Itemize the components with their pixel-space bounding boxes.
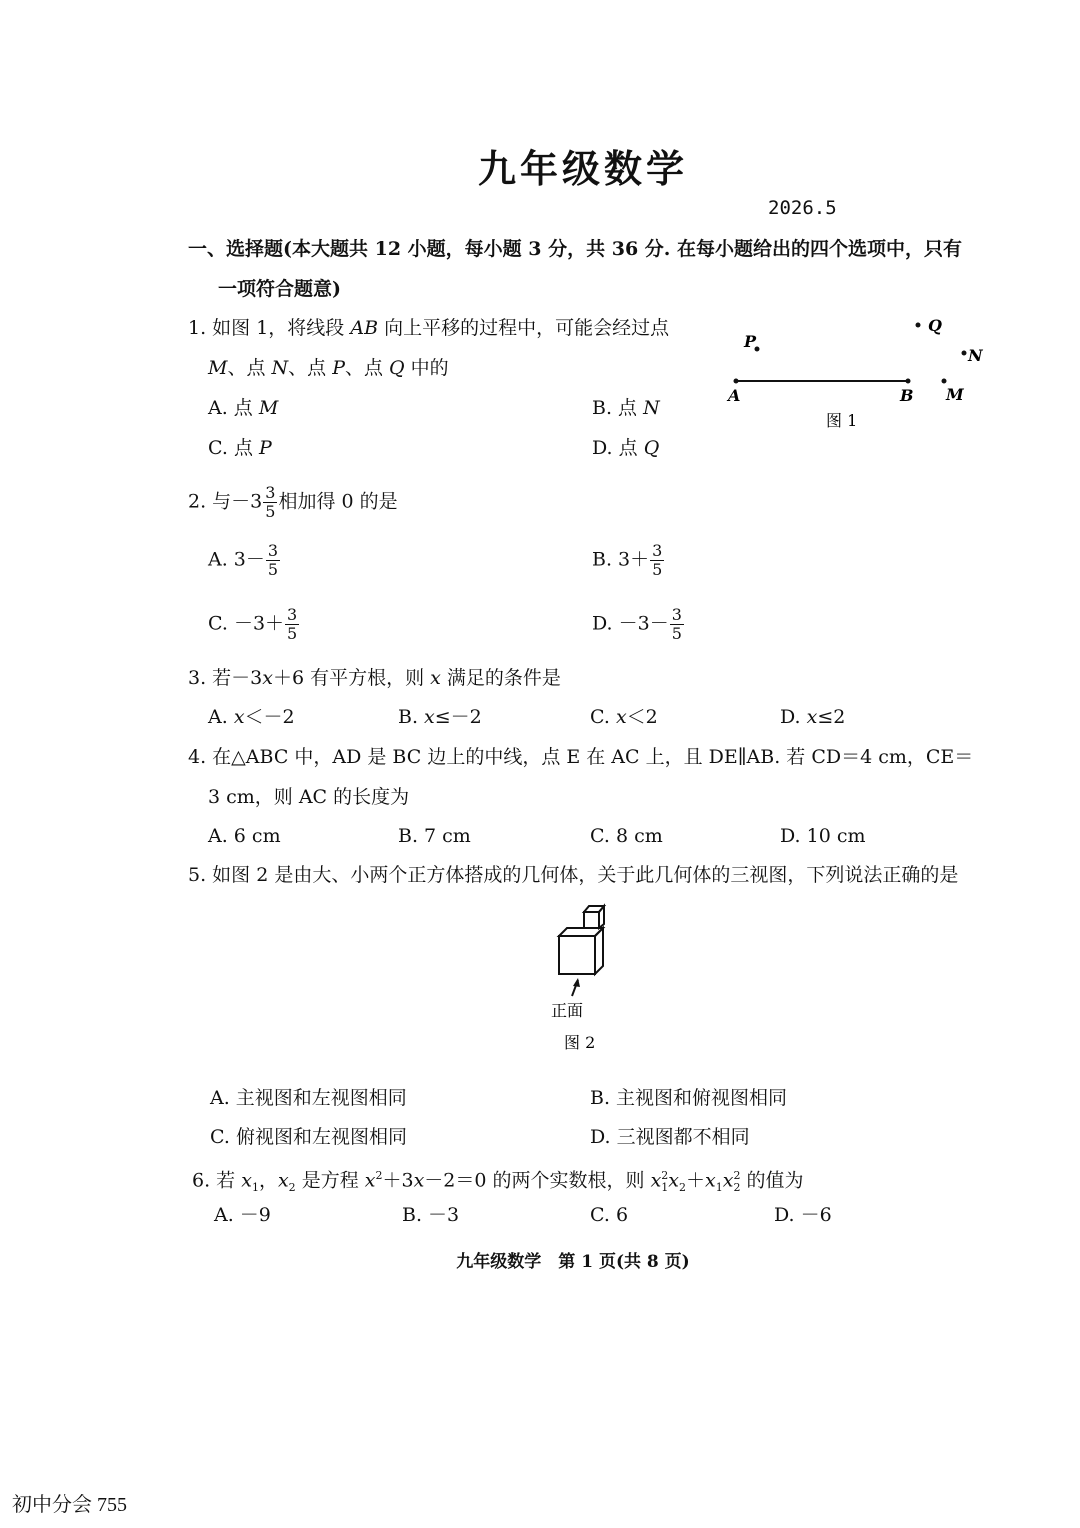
q3-option-d: D. x≤2 <box>780 706 846 728</box>
large-cube-side <box>595 928 603 974</box>
q4-option-b: B. 7 cm <box>398 825 471 847</box>
q4-option-c: C. 8 cm <box>590 825 663 847</box>
exam-date: 2026.5 <box>768 197 837 219</box>
q1-option-b: B. 点 N <box>592 397 660 419</box>
q5-option-b: B. 主视图和俯视图相同 <box>590 1087 788 1109</box>
arrow-head <box>573 978 580 987</box>
q1-option-c: C. 点 P <box>208 437 272 459</box>
section-heading: 一、选择题(本大题共 12 小题，每小题 3 分，共 36 分. 在每小题给出的四个选项中，只有 <box>188 238 963 260</box>
q4-option-d: D. 10 cm <box>780 825 866 847</box>
q3-option-a: A. x＜－2 <box>208 706 295 728</box>
q5-option-c: C. 俯视图和左视图相同 <box>210 1126 407 1148</box>
point-n <box>962 351 967 356</box>
q5-option-d: D. 三视图都不相同 <box>590 1126 750 1148</box>
small-cube-side <box>599 906 604 928</box>
small-cube-front <box>584 912 599 928</box>
q1-stem-line2: M、点 N、点 P、点 Q 中的 <box>208 357 449 379</box>
q6-option-a: A. －9 <box>214 1204 271 1226</box>
q4-stem-line1: 4. 在△ABC 中，AD 是 BC 边上的中线，点 E 在 AC 上，且 DE∥AB. 若 CD＝4 cm，CE＝ <box>188 746 974 768</box>
front-label: 正面 <box>551 1001 584 1020</box>
q4-stem-line2: 3 cm，则 AC 的长度为 <box>208 786 410 808</box>
page-title: 九年级数学 <box>477 146 688 191</box>
label-b: B <box>900 386 914 405</box>
q6-stem: 6. 若 $x_1$，$x_2$ 是方程 $x^2+3x-2=0$ 的两个实数根，则 $x^2_1x_2+x_1x^2_2$ 的值为 <box>192 1169 804 1195</box>
q1-option-a: A. 点 M <box>208 397 279 419</box>
q5-stem: 5. 如图 2 是由大、小两个正方体搭成的几何体，关于此几何体的三视图，下列说法正确的是 <box>188 864 959 886</box>
label-p: P <box>744 332 757 351</box>
q2-option-d: D. －3－ $\frac{3}{5}$ <box>592 605 682 643</box>
figure-2 <box>540 898 630 1058</box>
q3-option-c: C. x＜2 <box>590 706 658 728</box>
large-cube-front <box>559 936 595 974</box>
label-n: N <box>968 346 983 365</box>
q4-option-a: A. 6 cm <box>208 825 281 847</box>
figure-2-caption: 图 2 <box>564 1033 596 1052</box>
point-m <box>942 379 947 384</box>
q6-option-c: C. 6 <box>590 1204 629 1226</box>
label-a: A <box>728 386 741 405</box>
point-b <box>906 379 911 384</box>
q3-stem: 3. 若－3x＋6 有平方根，则 x 满足的条件是 <box>188 667 561 689</box>
point-a <box>734 379 739 384</box>
q1-stem-line1: 1. 如图 1，将线段 AB 向上平移的过程中，可能会经过点 <box>188 317 670 339</box>
q1-option-d: D. 点 Q <box>592 437 660 459</box>
q6-option-d: D. －6 <box>774 1204 832 1226</box>
corner-watermark: 初中分会 755 <box>12 1494 127 1516</box>
q2-option-c: C. －3＋ $\frac{3}{5}$ <box>208 605 298 643</box>
page-footer: 九年级数学 第 1 页(共 8 页) <box>456 1252 690 1272</box>
q5-option-a: A. 主视图和左视图相同 <box>210 1087 407 1109</box>
q3-option-b: B. x≤－2 <box>398 706 482 728</box>
figure-1-caption: 图 1 <box>826 411 858 430</box>
q2-stem: 2. 与－3 $\frac{3}{5}$ 相加得 0 的是 <box>188 483 398 521</box>
q2-option-a: A. 3－ $\frac{3}{5}$ <box>208 541 279 579</box>
fraction: $\frac{3}{5}$ <box>265 483 276 521</box>
label-m: M <box>946 385 964 404</box>
q6-option-b: B. －3 <box>402 1204 460 1226</box>
q2-option-b: B. 3＋ $\frac{3}{5}$ <box>592 541 663 579</box>
figure-1 <box>720 310 990 440</box>
section-heading-cont: 一项符合题意) <box>218 278 341 300</box>
point-q <box>916 323 921 328</box>
label-q: Q <box>928 316 942 335</box>
